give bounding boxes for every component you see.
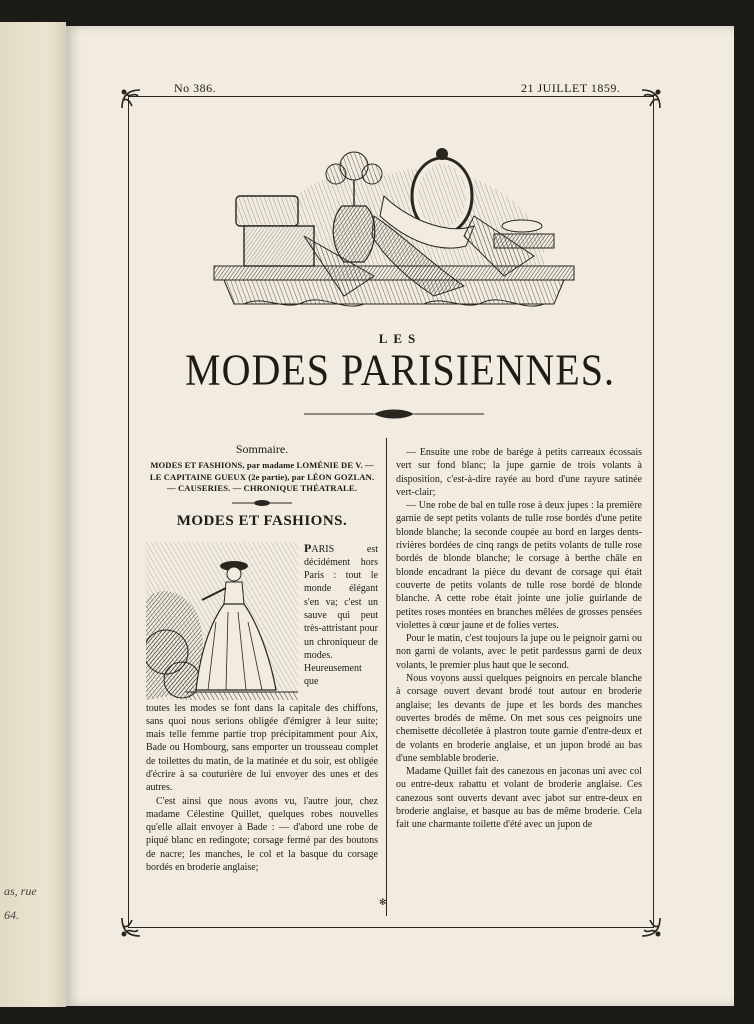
small-ornament-icon <box>232 499 292 507</box>
right-column <box>396 446 642 832</box>
body-paragraph: Nous voyons aussi quelques peignoirs en percale blanche à corsage ouvert devant brodé tout autour en broderie anglaise; les devants de jupe et les bords des manches ouvertes brodés de même. On met sous ces peignoirs une chemisette décolletée à plastron toute garnie d'entre-deux et de volants en broderie anglaise, et un jupon brodé au bas d'une semblable broderie. <box>396 673 642 764</box>
newspaper-page <box>66 26 734 1006</box>
masthead-title: MODES PARISIENNES. <box>185 344 615 395</box>
body-paragraph: toutes les modes se font dans la capitale des chiffons, sans quoi nous serions obligée d'émigrer à leur suite; mais telle femme partie trop précipitamment pour Aix, Bade ou Hombourg, sans emporter un trousseau complet de toilettes du matin, de la matinée et du soir, est obligée d'écrire à sa couturière de lui envoyer des unes et des autres. <box>146 702 378 794</box>
summary-title: Sommaire. <box>235 442 289 456</box>
article-title: MODES ET FASHIONS. <box>176 512 348 529</box>
lead-paragraph: ARIS est décidément hors Paris : tout le monde élégant s'en va; c'est un sauve qui peut très-attristant pour un chroniqueur de modes. Heureusement que <box>304 543 378 688</box>
corner-ornament-icon <box>638 914 664 940</box>
issue-number: No 386. <box>174 81 217 95</box>
issue-date: 21 JUILLET 1859. <box>521 81 621 95</box>
body-paragraph: — Ensuite une robe de barége à petits carreaux écossais vert sur fond blanc; la jupe garnie de trois volants à disposition, c'est-à-dire rayée au bord d'une rayure satinée vert-clair; <box>396 447 642 498</box>
still-life-engraving <box>204 126 584 314</box>
previous-page-text-line: as, rue <box>4 884 37 898</box>
corner-ornament-icon <box>118 914 144 940</box>
page-mark: ✻ <box>379 897 387 907</box>
left-column <box>146 442 378 874</box>
body-paragraph: Pour le matin, c'est toujours la jupe ou le peignoir garni ou non garni de volants, avec le petit pardessus garni de deux volants, le premier plus haut que le second. <box>396 633 642 671</box>
corner-ornament-icon <box>118 86 144 112</box>
masthead-prefix: LES <box>378 331 422 346</box>
drop-cap: P <box>304 540 312 555</box>
fashion-plate-illustration <box>146 542 298 700</box>
previous-page-text-line: 64. <box>4 908 19 922</box>
column-divider <box>386 438 387 916</box>
body-paragraph: Madame Quillet fait des canezous en jaconas uni avec col ou entre-deux rabattu et volant de broderie anglaise. Ces canezous sont ouverts devant avec jabot sur entre-deux en broderie anglaise, et basque au bas de même broderie. Cela fait une charmante toilette d'été avec un jupon de <box>396 766 642 831</box>
corner-ornament-icon <box>638 86 664 112</box>
body-paragraph: C'est ainsi que nous avons vu, l'autre jour, chez madame Célestine Quillet, quelques robes nouvelles qu'elle allait envoyer à Bade : — d'abord une robe de piqué blanc en redingote; corsage fermé par des boutons de nacre; les manches, le col et la basque du corsage bordés en broderie anglaise; <box>146 795 378 874</box>
summary-body: MODES ET FASHIONS, par madame LOMÉNIE DE V. — LE CAPITAINE GUEUX (2e partie), par LÉON GOZLAN. — CAUSERIES. — CHRONIQUE THÉATRALE. <box>149 460 375 493</box>
ornamental-rule-icon <box>304 408 484 420</box>
previous-page-edge <box>0 22 66 1007</box>
body-paragraph: — Une robe de bal en tulle rose à deux jupes : la première garnie de sept petits volants de tulle rose bordés d'une petite blonde blanche; la seconde coupée au bord en larges dents-rivières bordées de cinq rangs de petits volants de tulle rose bordés de blonde blanche; le corsage à berthe châle en blonde encadrant la pièce du devant de corsage qui était couverte de petits volants de tulle rose bordé de blonde blanche. A cette robe était jointe une jolie guirlande de petites roses montées en branches mêlées de grosses pensées violettes à cœur jaune et de folies vertes. <box>396 500 642 631</box>
